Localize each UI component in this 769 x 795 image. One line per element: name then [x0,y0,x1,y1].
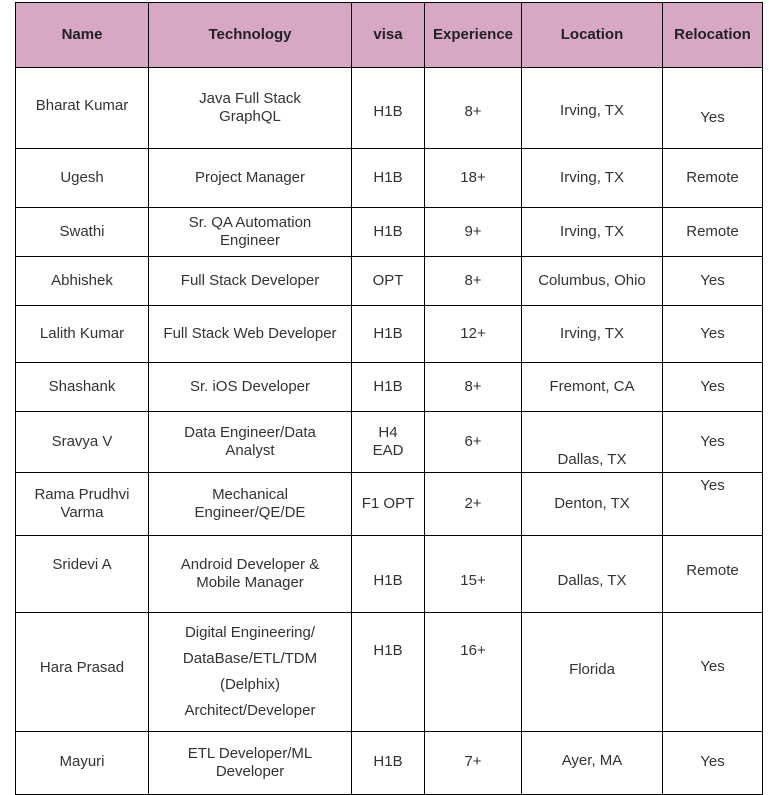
cell-location [522,68,663,149]
column-header-relocation: Relocation [663,3,763,68]
cell-experience [425,536,522,613]
cell-visa-text: H1B [373,378,403,395]
cell-location [522,208,663,257]
cell-location [522,412,663,473]
cell-name-text: Hara Prasad [39,659,125,676]
cell-location [522,613,663,732]
cell-location-text: Ayer, MA [561,752,623,769]
cell-visa [352,473,425,536]
cell-location-text: Florida [569,661,615,678]
cell-visa-text: H1B [373,223,403,240]
cell-technology-text: Mobile Manager [196,574,304,591]
table-row [16,363,763,412]
cell-visa [352,68,425,149]
cell-technology-text: Engineer/QE/DE [194,504,306,521]
cell-relocation-text: Yes [700,658,725,675]
cell-name-text: Bharat Kumar [35,97,129,114]
cell-technology-text: Sr. iOS Developer [189,378,311,395]
cell-technology-text: (Delphix) [219,676,280,693]
cell-technology-text: Developer [215,763,285,780]
cell-technology [149,257,352,306]
cell-relocation [663,473,763,536]
cell-technology [149,732,352,795]
cell-location-text: Fremont, CA [549,378,635,395]
cell-relocation [663,363,763,412]
cell-name-text: Sravya V [51,433,113,450]
cell-location-text: Irving, TX [560,102,624,119]
cell-experience [425,732,522,795]
cell-visa [352,732,425,795]
cell-relocation [663,208,763,257]
cell-name [16,412,149,473]
cell-name-text: Abhishek [51,272,113,289]
cell-technology-text: DataBase/ETL/TDM [182,650,318,667]
cell-technology [149,363,352,412]
cell-relocation-text: Yes [700,378,725,395]
cell-experience-text: 15+ [460,572,486,589]
cell-technology-text: Digital Engineering/ [184,624,316,641]
cell-experience-text: 7+ [464,753,482,770]
cell-experience-text: 12+ [460,325,486,342]
cell-visa [352,208,425,257]
cell-visa-text: EAD [372,442,404,459]
cell-relocation [663,149,763,208]
cell-location [522,732,663,795]
cell-relocation [663,536,763,613]
cell-technology-text: Sr. QA Automation [188,214,312,231]
cell-name [16,306,149,363]
cell-technology [149,412,352,473]
cell-experience-text: 9+ [464,223,482,240]
cell-name [16,149,149,208]
cell-experience [425,68,522,149]
cell-technology [149,149,352,208]
cell-relocation-text: Remote [686,223,739,240]
cell-visa [352,613,425,732]
cell-visa [352,412,425,473]
cell-name-text: Swathi [59,223,105,240]
cell-technology-text: Full Stack Developer [180,272,320,289]
cell-name-text: Sridevi A [52,556,112,573]
cell-name [16,473,149,536]
cell-visa-text: H4 [378,424,398,441]
table-row [16,613,763,732]
cell-technology-text: Data Engineer/Data [184,424,316,441]
cell-relocation [663,68,763,149]
cell-technology-text: Java Full Stack [199,90,301,107]
cell-experience [425,208,522,257]
cell-technology [149,208,352,257]
cell-visa [352,257,425,306]
cell-name [16,68,149,149]
cell-location [522,257,663,306]
cell-experience-text: 8+ [464,272,482,289]
cell-relocation-text: Yes [700,325,725,342]
column-header-location: Location [522,3,663,68]
cell-experience [425,412,522,473]
cell-relocation-text: Yes [700,433,725,450]
cell-technology-text: Engineer [219,232,281,249]
cell-experience [425,149,522,208]
cell-visa [352,536,425,613]
column-header-visa: visa [352,3,425,68]
cell-technology [149,473,352,536]
cell-technology-text: GraphQL [219,108,281,125]
cell-location [522,306,663,363]
cell-visa-text: H1B [373,753,403,770]
cell-visa-text: H1B [373,169,403,186]
cell-name [16,536,149,613]
cell-relocation [663,732,763,795]
column-header-name: Name [16,3,149,68]
cell-technology [149,613,352,732]
table-row [16,306,763,363]
cell-visa-text: H1B [373,103,403,120]
table-row [16,68,763,149]
cell-relocation-text: Remote [686,169,739,186]
cell-name [16,732,149,795]
cell-relocation [663,613,763,732]
table-row [16,412,763,473]
cell-location-text: Irving, TX [560,223,624,240]
cell-name-text: Shashank [48,378,116,395]
cell-experience [425,363,522,412]
cell-location-text: Dallas, TX [557,451,627,468]
table-row [16,149,763,208]
cell-experience-text: 2+ [464,495,482,512]
cell-technology-text: Full Stack Web Developer [163,325,337,342]
cell-relocation-text: Yes [700,477,725,494]
cell-visa-text: H1B [373,642,403,659]
cell-location-text: Dallas, TX [557,572,627,589]
cell-technology-text: Analyst [225,442,275,459]
cell-experience-text: 6+ [464,433,482,450]
cell-experience-text: 8+ [464,103,482,120]
cell-location-text: Irving, TX [560,169,624,186]
cell-name-text: Ugesh [60,169,104,186]
cell-relocation [663,257,763,306]
cell-name-text: Mayuri [59,753,105,770]
cell-visa-text: H1B [373,572,403,589]
cell-visa [352,149,425,208]
cell-location [522,149,663,208]
cell-experience-text: 16+ [460,642,486,659]
cell-name-text: Rama Prudhvi [34,486,130,503]
table-row [16,257,763,306]
cell-experience-text: 18+ [460,169,486,186]
cell-technology-text: Architect/Developer [184,702,316,719]
cell-experience [425,306,522,363]
table-row [16,732,763,795]
cell-technology [149,68,352,149]
cell-name [16,613,149,732]
header-row [16,3,763,68]
column-header-technology: Technology [149,3,352,68]
cell-name [16,257,149,306]
cell-visa [352,306,425,363]
cell-location-text: Irving, TX [560,325,624,342]
cell-location [522,363,663,412]
table-row [16,536,763,613]
table-body [16,68,763,795]
table-row [16,208,763,257]
cell-location-text: Denton, TX [554,495,630,512]
cell-experience-text: 8+ [464,378,482,395]
cell-technology-text: ETL Developer/ML [187,745,313,762]
cell-relocation-text: Yes [700,272,725,289]
cell-name [16,208,149,257]
cell-visa-text: F1 OPT [361,495,415,512]
column-header-experience: Experience [425,3,522,68]
cell-technology [149,306,352,363]
cell-technology-text: Android Developer & [180,556,320,573]
cell-name-text: Lalith Kumar [39,325,125,342]
cell-relocation-text: Yes [700,109,725,126]
cell-technology-text: Mechanical [212,486,288,503]
cell-visa-text: OPT [372,272,404,289]
cell-name-text: Varma [60,504,104,521]
cell-experience [425,613,522,732]
cell-technology-text: Project Manager [194,169,306,186]
cell-experience [425,257,522,306]
cell-experience [425,473,522,536]
cell-location [522,473,663,536]
cell-relocation-text: Yes [700,753,725,770]
cell-relocation [663,306,763,363]
cell-visa [352,363,425,412]
cell-name [16,363,149,412]
cell-location-text: Columbus, Ohio [538,272,646,289]
table-row [16,473,763,536]
cell-relocation-text: Remote [686,562,739,579]
cell-visa-text: H1B [373,325,403,342]
cell-technology [149,536,352,613]
candidates-table [15,2,763,795]
cell-relocation [663,412,763,473]
cell-location [522,536,663,613]
